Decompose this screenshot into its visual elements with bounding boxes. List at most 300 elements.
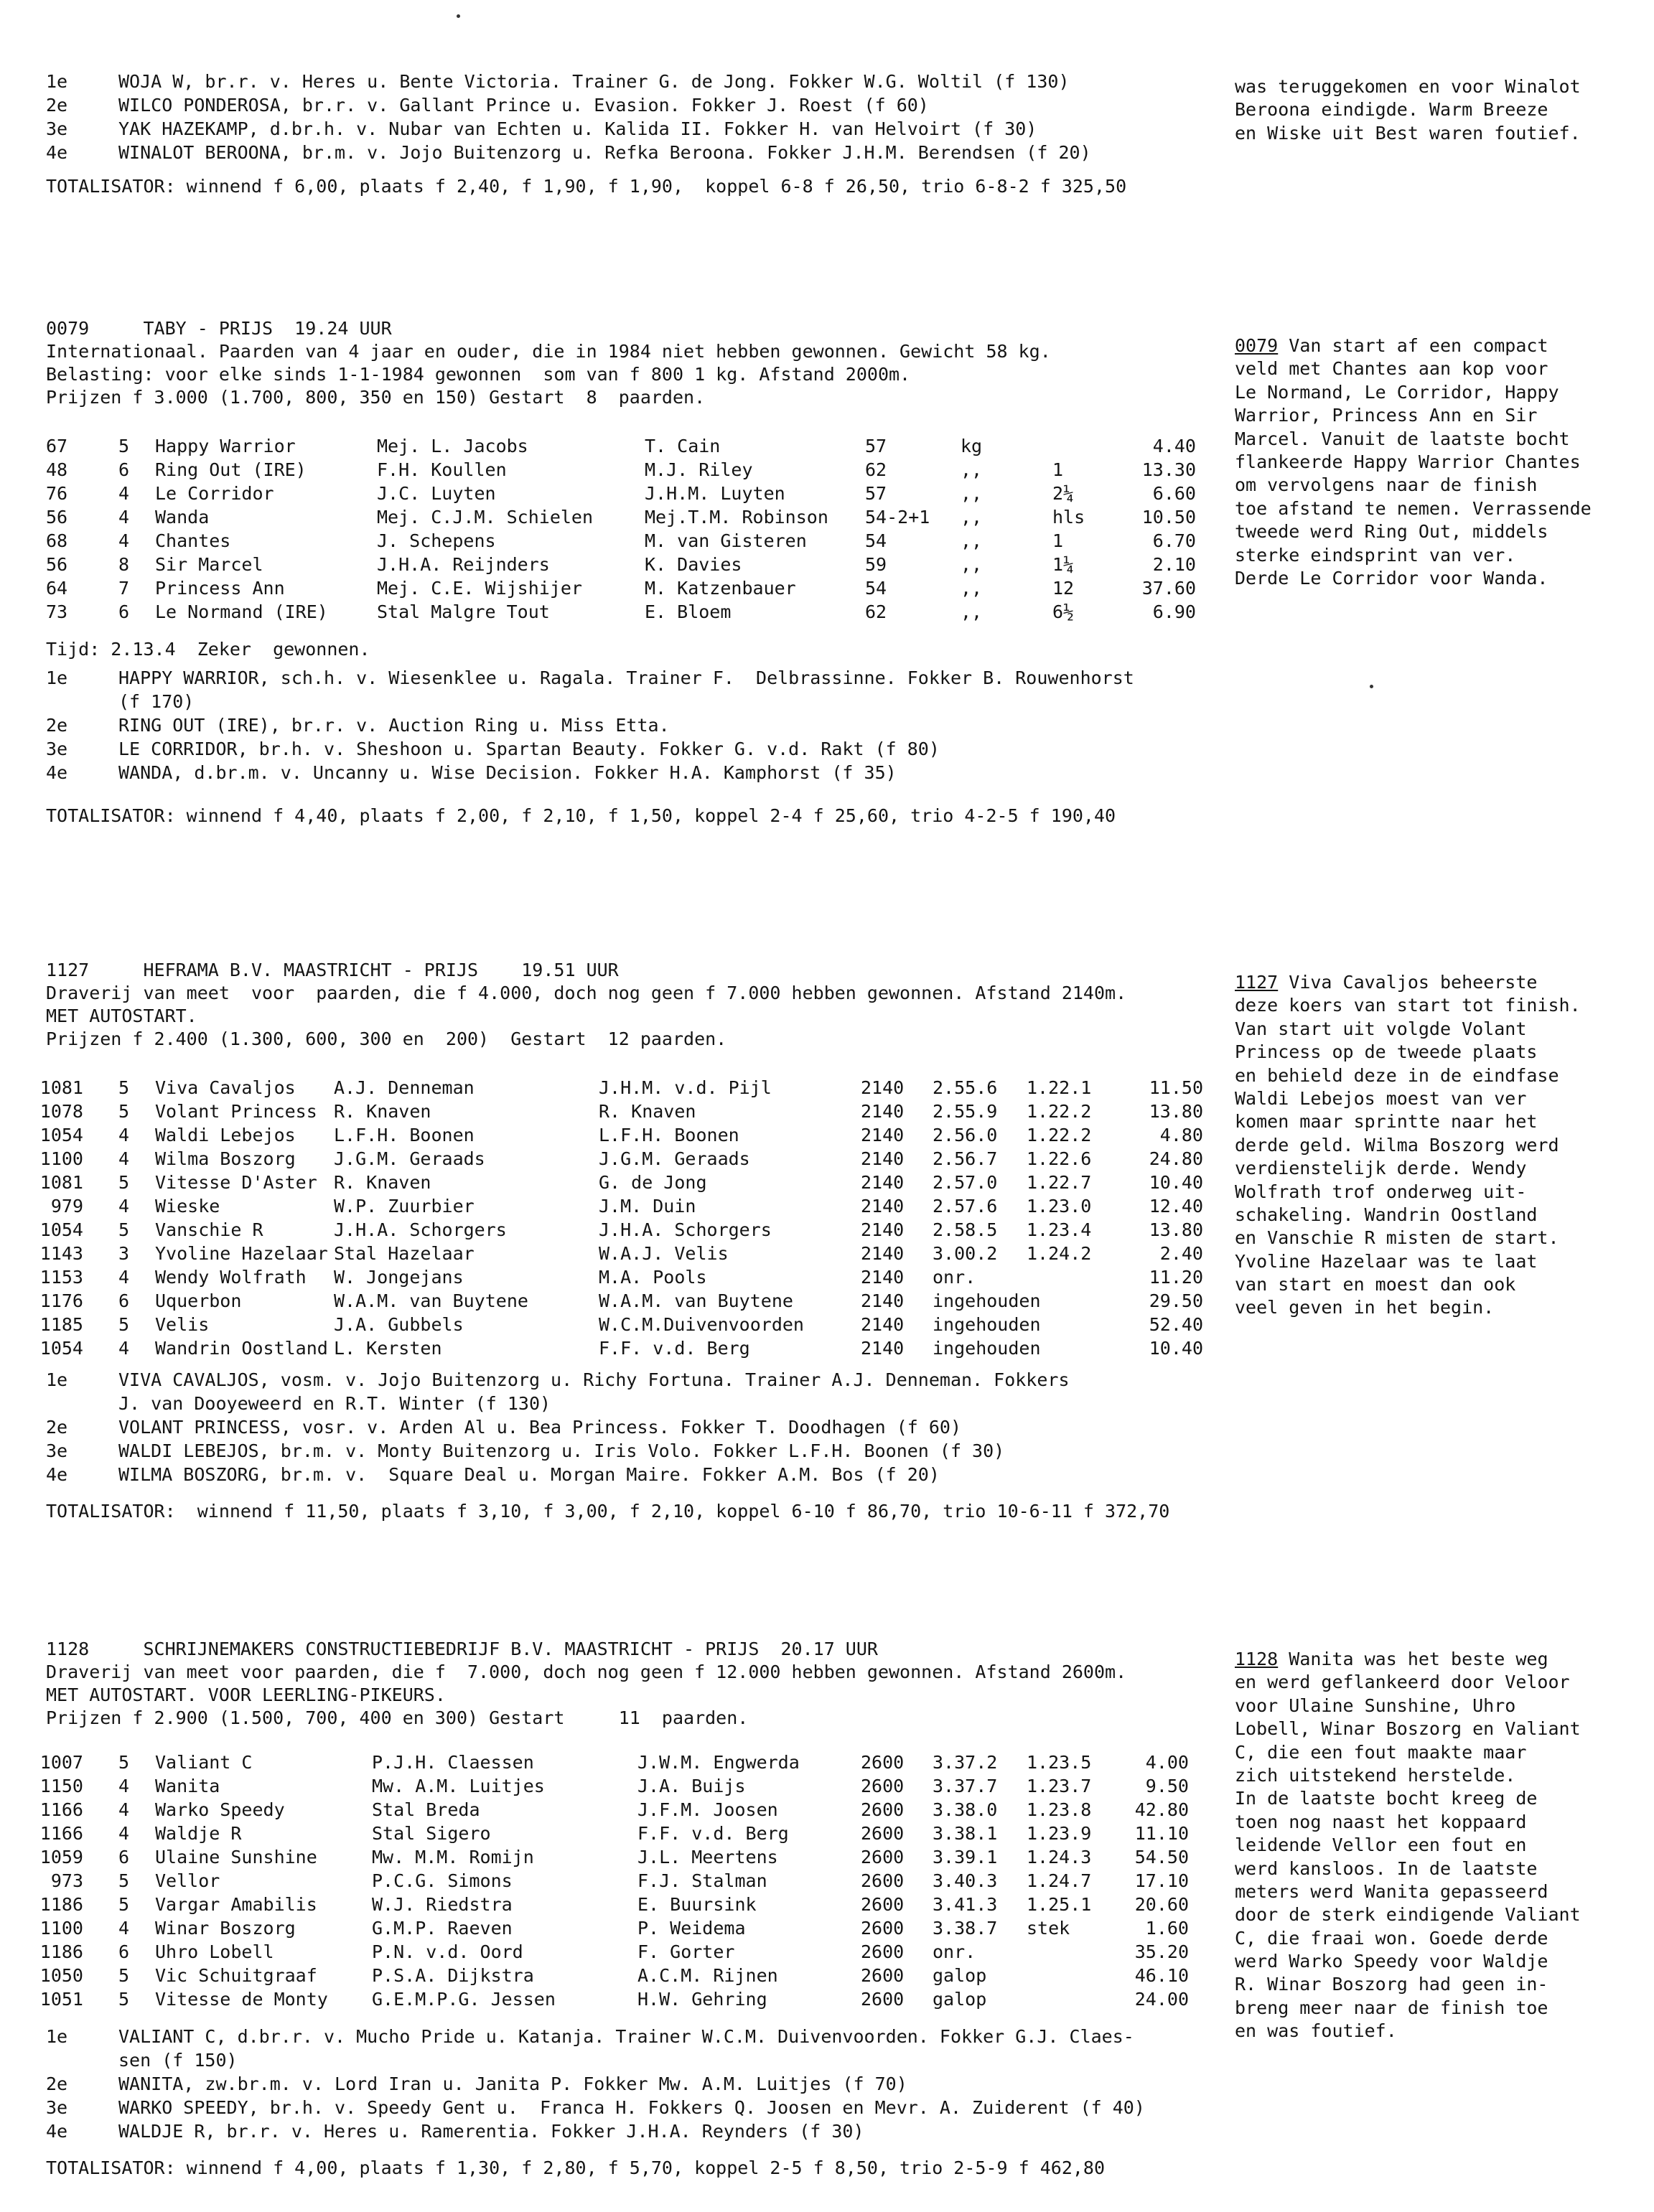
cell-driver: J.G.M. Geraads bbox=[599, 1148, 750, 1169]
race-prizes: Prijzen f 2.900 (1.500, 700, 400 en 300) Gestart 11 paarden. bbox=[46, 1707, 749, 1728]
cell-result-b: 1.23.4 bbox=[1027, 1219, 1092, 1240]
cell-result-a: 3.40.3 bbox=[933, 1870, 998, 1891]
commentary-text: deze koers van start tot finish. bbox=[1235, 995, 1581, 1016]
cell-driver: F.F. v.d. Berg bbox=[637, 1823, 789, 1844]
print-speck bbox=[457, 14, 460, 18]
race-prizes: Prijzen f 3.000 (1.700, 800, 350 en 150) Gestart 8 paarden. bbox=[46, 387, 706, 408]
cell-distance: 2600 bbox=[861, 1894, 905, 1915]
cell-odds: 1.60 bbox=[1145, 1918, 1189, 1939]
commentary-text: was teruggekomen en voor Winalot bbox=[1235, 76, 1581, 97]
cell-driver: M. van Gisteren bbox=[645, 530, 807, 551]
cell-distance: 2600 bbox=[861, 1918, 905, 1939]
placing-position: 3e bbox=[46, 739, 68, 759]
cell-start-number: 1166 bbox=[39, 1799, 83, 1820]
commentary-line bbox=[1235, 1204, 1622, 1227]
cell-distance: 62 bbox=[865, 601, 887, 622]
cell-horse-name: Vanschie R bbox=[155, 1219, 263, 1240]
cell-distance: 2600 bbox=[861, 1989, 905, 2010]
cell-odds: 24.80 bbox=[1149, 1148, 1203, 1169]
cell-owner: Stal Breda bbox=[372, 1799, 480, 1820]
placing-description: WOJA W, br.r. v. Heres u. Bente Victoria. Trainer G. de Jong. Fokker W.G. Woltil (f 130) bbox=[118, 71, 1070, 92]
placing-position: 2e bbox=[46, 95, 68, 116]
commentary-line bbox=[1235, 1764, 1622, 1787]
cell-result-b: 1.23.9 bbox=[1027, 1823, 1092, 1844]
cell-result-a: ,, bbox=[961, 578, 983, 599]
cell-start-number: 1176 bbox=[39, 1290, 83, 1311]
cell-start-number: 1166 bbox=[39, 1823, 83, 1844]
cell-driver: M.A. Pools bbox=[599, 1267, 707, 1288]
cell-result-b: 1.23.7 bbox=[1027, 1776, 1092, 1796]
cell-result-a: 2.57.6 bbox=[933, 1196, 998, 1217]
race-number-ref: 1128 bbox=[1235, 1649, 1279, 1669]
cell-start-number: 56 bbox=[46, 507, 68, 528]
cell-driver: J.M. Duin bbox=[599, 1196, 696, 1217]
placing-description: J. van Dooyeweerd en R.T. Winter (f 130) bbox=[118, 1393, 551, 1414]
cell-start-number: 1081 bbox=[39, 1077, 83, 1098]
placing-description: WILMA BOSZORG, br.m. v. Square Deal u. Morgan Maire. Fokker A.M. Bos (f 20) bbox=[118, 1464, 940, 1485]
commentary-text: verdienstelijk derde. Wendy bbox=[1235, 1158, 1527, 1179]
commentary-line bbox=[1235, 1671, 1622, 1694]
race-number-ref: 0079 bbox=[1235, 335, 1279, 356]
cell-owner: R. Knaven bbox=[334, 1101, 431, 1122]
cell-driver: J.H.A. Schorgers bbox=[599, 1219, 772, 1240]
cell-owner: P.S.A. Dijkstra bbox=[372, 1965, 534, 1986]
cell-odds: 29.50 bbox=[1149, 1290, 1203, 1311]
cell-driver: G. de Jong bbox=[599, 1172, 707, 1193]
commentary-text: Van start uit volgde Volant bbox=[1235, 1018, 1527, 1039]
cell-owner: G.M.P. Raeven bbox=[372, 1918, 513, 1939]
cell-start-number: 973 bbox=[50, 1870, 83, 1891]
commentary-line bbox=[1235, 357, 1622, 380]
commentary-text: Van start af een compact bbox=[1278, 335, 1548, 356]
commentary bbox=[1235, 75, 1622, 145]
cell-horse-name: Warko Speedy bbox=[155, 1799, 285, 1820]
cell-age: 5 bbox=[118, 1314, 130, 1335]
cell-odds: 11.50 bbox=[1149, 1077, 1203, 1098]
cell-odds: 24.00 bbox=[1134, 1989, 1189, 2010]
commentary-line bbox=[1235, 1950, 1622, 1973]
cell-result-a: 2.58.5 bbox=[933, 1219, 998, 1240]
cell-horse-name: Viva Cavaljos bbox=[155, 1077, 296, 1098]
cell-horse-name: Wieske bbox=[155, 1196, 220, 1217]
cell-horse-name: Vitesse de Monty bbox=[155, 1989, 328, 2010]
commentary-line bbox=[1235, 1064, 1622, 1087]
commentary-line bbox=[1235, 1296, 1622, 1319]
cell-horse-name: Ulaine Sunshine bbox=[155, 1847, 317, 1867]
cell-start-number: 1059 bbox=[39, 1847, 83, 1867]
race-conditions: Draverij van meet voor paarden, die f 4.000, doch nog geen f 7.000 hebben gewonnen. Afstand 2140m. bbox=[46, 983, 1127, 1003]
commentary-line bbox=[1235, 1903, 1622, 1926]
placing-description: VIVA CAVALJOS, vosm. v. Jojo Buitenzorg u. Richy Fortuna. Trainer A.J. Denneman. Fokkers bbox=[118, 1369, 1070, 1390]
commentary-line bbox=[1235, 1927, 1622, 1950]
cell-start-number: 1054 bbox=[39, 1338, 83, 1359]
cell-result-a: ,, bbox=[961, 483, 983, 504]
cell-distance: 2140 bbox=[861, 1196, 905, 1217]
cell-owner: Mej. C.E. Wijshijer bbox=[377, 578, 582, 599]
cell-horse-name: Vellor bbox=[155, 1870, 220, 1891]
cell-horse-name: Vic Schuitgraaf bbox=[155, 1965, 317, 1986]
cell-age: 6 bbox=[118, 1847, 130, 1867]
commentary-line bbox=[1235, 1880, 1622, 1903]
cell-driver: R. Knaven bbox=[599, 1101, 696, 1122]
cell-age: 6 bbox=[118, 1290, 130, 1311]
cell-odds: 13.30 bbox=[1141, 459, 1196, 480]
cell-start-number: 67 bbox=[46, 436, 68, 456]
cell-distance: 57 bbox=[865, 436, 887, 456]
cell-age: 6 bbox=[118, 1941, 130, 1962]
cell-horse-name: Uquerbon bbox=[155, 1290, 242, 1311]
cell-start-number: 1143 bbox=[39, 1243, 83, 1264]
cell-odds: 13.80 bbox=[1149, 1219, 1203, 1240]
cell-result-a: galop bbox=[933, 1989, 987, 2010]
cell-owner: Mw. M.M. Romijn bbox=[372, 1847, 534, 1867]
cell-odds: 4.80 bbox=[1159, 1125, 1203, 1145]
cell-start-number: 1054 bbox=[39, 1125, 83, 1145]
cell-horse-name: Waldi Lebejos bbox=[155, 1125, 296, 1145]
cell-age: 5 bbox=[118, 436, 130, 456]
cell-result-a: 2.56.7 bbox=[933, 1148, 998, 1169]
cell-distance: 2600 bbox=[861, 1752, 905, 1773]
print-speck bbox=[1370, 685, 1373, 688]
cell-result-b: 1.25.1 bbox=[1027, 1894, 1092, 1915]
cell-driver: Mej.T.M. Robinson bbox=[645, 507, 828, 528]
cell-driver: J.H.M. Luyten bbox=[645, 483, 785, 504]
cell-owner: Stal Malgre Tout bbox=[377, 601, 550, 622]
commentary-text: Yvoline Hazelaar was te laat bbox=[1235, 1250, 1538, 1272]
cell-age: 4 bbox=[118, 1776, 130, 1796]
commentary-text: C, die een fout maakte maar bbox=[1235, 1741, 1527, 1763]
cell-result-b: 1 bbox=[1052, 459, 1064, 480]
cell-start-number: 1078 bbox=[39, 1101, 83, 1122]
race-title: 1128 SCHRIJNEMAKERS CONSTRUCTIEBEDRIJF B.V. MAASTRICHT - PRIJS 20.17 UUR bbox=[46, 1639, 878, 1659]
cell-result-a: 2.55.9 bbox=[933, 1101, 998, 1122]
cell-driver: E. Buursink bbox=[637, 1894, 757, 1915]
cell-result-b: 1 bbox=[1052, 530, 1064, 551]
cell-result-b: 1.22.2 bbox=[1027, 1125, 1092, 1145]
cell-result-a: ingehouden bbox=[933, 1338, 1041, 1359]
commentary-line bbox=[1235, 1110, 1622, 1133]
commentary-text: R. Winar Boszorg had geen in- bbox=[1235, 1974, 1548, 1995]
cell-result-a: 3.38.7 bbox=[933, 1918, 998, 1939]
cell-distance: 54 bbox=[865, 578, 887, 599]
placing-description: WANDA, d.br.m. v. Uncanny u. Wise Decision. Fokker H.A. Kamphorst (f 35) bbox=[118, 762, 897, 783]
cell-horse-name: Yvoline Hazelaar bbox=[155, 1243, 328, 1264]
placing-description: VALIANT C, d.br.r. v. Mucho Pride u. Katanja. Trainer W.C.M. Duivenvoorden. Fokker G.J. Claes- bbox=[118, 2026, 1134, 2047]
cell-odds: 6.90 bbox=[1152, 601, 1196, 622]
commentary-line bbox=[1235, 544, 1622, 567]
cell-owner: J.C. Luyten bbox=[377, 483, 496, 504]
commentary-text: tweede werd Ring Out, middels bbox=[1235, 521, 1548, 543]
cell-result-a: ,, bbox=[961, 601, 983, 622]
cell-result-b: 1.22.6 bbox=[1027, 1148, 1092, 1169]
commentary-text: voor Ulaine Sunshine, Uhro bbox=[1235, 1695, 1516, 1716]
cell-odds: 52.40 bbox=[1149, 1314, 1203, 1335]
cell-horse-name: Wandrin Oostland bbox=[155, 1338, 328, 1359]
cell-horse-name: Winar Boszorg bbox=[155, 1918, 296, 1939]
placing-description: HAPPY WARRIOR, sch.h. v. Wiesenklee u. Ragala. Trainer F. Delbrassinne. Fokker B. Rouwenhorst bbox=[118, 667, 1134, 688]
cell-start-number: 1051 bbox=[39, 1989, 83, 2010]
cell-distance: 2600 bbox=[861, 1799, 905, 1820]
commentary bbox=[1235, 971, 1622, 1320]
cell-start-number: 1186 bbox=[39, 1941, 83, 1962]
commentary-line bbox=[1235, 1741, 1622, 1764]
commentary-line bbox=[1235, 1250, 1622, 1273]
cell-result-b: 1.24.7 bbox=[1027, 1870, 1092, 1891]
commentary-line bbox=[1235, 451, 1622, 474]
cell-start-number: 64 bbox=[46, 578, 68, 599]
cell-result-b: stek bbox=[1027, 1918, 1070, 1939]
commentary-text: en werd geflankeerd door Veloor bbox=[1235, 1672, 1570, 1693]
cell-owner: L.F.H. Boonen bbox=[334, 1125, 475, 1145]
cell-result-a: 3.37.2 bbox=[933, 1752, 998, 1773]
placing-description: WALDJE R, br.r. v. Heres u. Ramerentia. Fokker J.H.A. Reynders (f 30) bbox=[118, 2121, 864, 2142]
cell-owner: G.E.M.P.G. Jessen bbox=[372, 1989, 556, 2010]
totalisator: TOTALISATOR: winnend f 4,00, plaats f 1,30, f 2,80, f 5,70, koppel 2-5 f 8,50, trio 2-5-9 f 462,80 bbox=[46, 2157, 1106, 2178]
commentary-line bbox=[1235, 474, 1622, 497]
placing-description: RING OUT (IRE), br.r. v. Auction Ring u. Miss Etta. bbox=[118, 715, 670, 736]
placing-position: 2e bbox=[46, 715, 68, 736]
commentary-line bbox=[1235, 98, 1622, 121]
cell-result-b: 1.24.2 bbox=[1027, 1243, 1092, 1264]
cell-horse-name: Le Normand (IRE) bbox=[155, 601, 328, 622]
cell-horse-name: Wilma Boszorg bbox=[155, 1148, 296, 1169]
cell-owner: J.A. Gubbels bbox=[334, 1314, 464, 1335]
cell-age: 5 bbox=[118, 1172, 130, 1193]
cell-start-number: 1150 bbox=[39, 1776, 83, 1796]
cell-distance: 57 bbox=[865, 483, 887, 504]
commentary-line bbox=[1235, 1997, 1622, 2020]
cell-result-b: 1.23.8 bbox=[1027, 1799, 1092, 1820]
cell-horse-name: Vitesse D'Aster bbox=[155, 1172, 317, 1193]
cell-distance: 2140 bbox=[861, 1101, 905, 1122]
cell-start-number: 48 bbox=[46, 459, 68, 480]
cell-driver: A.C.M. Rijnen bbox=[637, 1965, 778, 1986]
commentary-line bbox=[1235, 1181, 1622, 1204]
commentary-text: sterke eindsprint van ver. bbox=[1235, 544, 1516, 566]
commentary-line bbox=[1235, 1227, 1622, 1250]
cell-result-b: 6½ bbox=[1052, 601, 1075, 622]
placing-position: 4e bbox=[46, 142, 68, 163]
cell-distance: 2140 bbox=[861, 1267, 905, 1288]
cell-odds: 46.10 bbox=[1134, 1965, 1189, 1986]
cell-start-number: 1185 bbox=[39, 1314, 83, 1335]
cell-result-b: 1.24.3 bbox=[1027, 1847, 1092, 1867]
commentary-text: veel geven in het begin. bbox=[1235, 1297, 1495, 1318]
cell-age: 6 bbox=[118, 601, 130, 622]
cell-age: 4 bbox=[118, 483, 130, 504]
cell-odds: 6.70 bbox=[1152, 530, 1196, 551]
cell-result-a: 2.55.6 bbox=[933, 1077, 998, 1098]
commentary-text: komen maar sprintte naar het bbox=[1235, 1111, 1538, 1133]
placing-position: 1e bbox=[46, 71, 68, 92]
commentary-line bbox=[1235, 1018, 1622, 1041]
commentary-text: Warrior, Princess Ann en Sir bbox=[1235, 405, 1538, 426]
cell-owner: J.H.A. Schorgers bbox=[334, 1219, 507, 1240]
placing-description: WINALOT BEROONA, br.m. v. Jojo Buitenzorg u. Refka Beroona. Fokker J.H.M. Berendsen (f 20) bbox=[118, 142, 1091, 163]
cell-result-a: ,, bbox=[961, 459, 983, 480]
placing-position: 4e bbox=[46, 762, 68, 783]
cell-age: 5 bbox=[118, 1101, 130, 1122]
commentary-line bbox=[1235, 1041, 1622, 1064]
cell-odds: 20.60 bbox=[1134, 1894, 1189, 1915]
cell-owner: J.H.A. Reijnders bbox=[377, 554, 550, 575]
cell-owner: P.J.H. Claessen bbox=[372, 1752, 534, 1773]
cell-owner: W. Jongejans bbox=[334, 1267, 464, 1288]
race-title: 0079 TABY - PRIJS 19.24 UUR bbox=[46, 318, 392, 339]
cell-age: 5 bbox=[118, 1870, 130, 1891]
commentary-text: C, die fraai won. Goede derde bbox=[1235, 1927, 1548, 1949]
cell-distance: 2140 bbox=[861, 1148, 905, 1169]
race-conditions: MET AUTOSTART. VOOR LEERLING-PIKEURS. bbox=[46, 1684, 446, 1705]
cell-start-number: 56 bbox=[46, 554, 68, 575]
cell-distance: 54 bbox=[865, 530, 887, 551]
cell-result-b: 12 bbox=[1052, 578, 1075, 599]
placing-description: YAK HAZEKAMP, d.br.h. v. Nubar van Echten u. Kalida II. Fokker H. van Helvoirt (f 30) bbox=[118, 118, 1037, 139]
commentary-line bbox=[1235, 1134, 1622, 1157]
placing-position: 1e bbox=[46, 2026, 68, 2047]
cell-age: 5 bbox=[118, 1752, 130, 1773]
cell-driver: T. Cain bbox=[645, 436, 721, 456]
cell-start-number: 1050 bbox=[39, 1965, 83, 1986]
cell-result-b: hls bbox=[1052, 507, 1085, 528]
cell-age: 4 bbox=[118, 1918, 130, 1939]
cell-owner: Mej. C.J.M. Schielen bbox=[377, 507, 594, 528]
placing-description: VOLANT PRINCESS, vosr. v. Arden Al u. Bea Princess. Fokker T. Doodhagen (f 60) bbox=[118, 1417, 961, 1438]
cell-start-number: 68 bbox=[46, 530, 68, 551]
cell-horse-name: Velis bbox=[155, 1314, 210, 1335]
commentary-line bbox=[1235, 1787, 1622, 1810]
cell-owner: Mw. A.M. Luitjes bbox=[372, 1776, 545, 1796]
commentary-text: Beroona eindigde. Warm Breeze bbox=[1235, 99, 1548, 121]
cell-result-a: 3.37.7 bbox=[933, 1776, 998, 1796]
cell-driver: W.A.M. van Buytene bbox=[599, 1290, 793, 1311]
race-conditions: Belasting: voor elke sinds 1-1-1984 gewonnen som van f 800 1 kg. Afstand 2000m. bbox=[46, 364, 911, 385]
cell-start-number: 1153 bbox=[39, 1267, 83, 1288]
cell-driver: J.H.M. v.d. Pijl bbox=[599, 1077, 772, 1098]
cell-driver: J.A. Buijs bbox=[637, 1776, 746, 1796]
commentary-text: werd kansloos. In de laatste bbox=[1235, 1857, 1538, 1879]
cell-distance: 59 bbox=[865, 554, 887, 575]
race-prizes: Prijzen f 2.400 (1.300, 600, 300 en 200) Gestart 12 paarden. bbox=[46, 1028, 727, 1049]
cell-result-a: onr. bbox=[933, 1267, 976, 1288]
cell-result-b: 1¼ bbox=[1052, 554, 1075, 575]
cell-start-number: 1054 bbox=[39, 1219, 83, 1240]
cell-start-number: 1100 bbox=[39, 1148, 83, 1169]
cell-odds: 9.50 bbox=[1145, 1776, 1189, 1796]
cell-result-b: 1.23.0 bbox=[1027, 1196, 1092, 1217]
cell-result-a: galop bbox=[933, 1965, 987, 1986]
commentary-text: Wanita was het beste weg bbox=[1278, 1649, 1548, 1669]
cell-driver: M. Katzenbauer bbox=[645, 578, 796, 599]
cell-horse-name: Uhro Lobell bbox=[155, 1941, 274, 1962]
cell-owner: P.C.G. Simons bbox=[372, 1870, 513, 1891]
cell-odds: 37.60 bbox=[1141, 578, 1196, 599]
commentary-text: door de sterk eindigende Valiant bbox=[1235, 1904, 1581, 1926]
cell-owner: A.J. Denneman bbox=[334, 1077, 475, 1098]
cell-start-number: 1007 bbox=[39, 1752, 83, 1773]
cell-horse-name: Sir Marcel bbox=[155, 554, 263, 575]
cell-driver: E. Bloem bbox=[645, 601, 732, 622]
cell-result-a: ,, bbox=[961, 507, 983, 528]
cell-horse-name: Happy Warrior bbox=[155, 436, 296, 456]
placing-position: 3e bbox=[46, 118, 68, 139]
cell-result-a: 2.56.0 bbox=[933, 1125, 998, 1145]
cell-driver: J.W.M. Engwerda bbox=[637, 1752, 800, 1773]
cell-age: 4 bbox=[118, 1267, 130, 1288]
cell-driver: J.L. Meertens bbox=[637, 1847, 778, 1867]
cell-age: 4 bbox=[118, 507, 130, 528]
commentary-line bbox=[1235, 122, 1622, 145]
cell-result-a: 3.38.1 bbox=[933, 1823, 998, 1844]
cell-owner: Stal Hazelaar bbox=[334, 1243, 475, 1264]
placing-description: sen (f 150) bbox=[118, 2050, 238, 2071]
commentary-text: om vervolgens naar de finish bbox=[1235, 474, 1538, 496]
cell-odds: 2.40 bbox=[1159, 1243, 1203, 1264]
cell-age: 4 bbox=[118, 1196, 130, 1217]
cell-result-a: ,, bbox=[961, 530, 983, 551]
cell-result-a: onr. bbox=[933, 1941, 976, 1962]
cell-driver: K. Davies bbox=[645, 554, 742, 575]
cell-owner: Mej. L. Jacobs bbox=[377, 436, 528, 456]
cell-age: 4 bbox=[118, 1125, 130, 1145]
cell-result-a: 3.41.3 bbox=[933, 1894, 998, 1915]
totalisator: TOTALISATOR: winnend f 11,50, plaats f 3,10, f 3,00, f 2,10, koppel 6-10 f 86,70, trio 10-6-11 f 372,70 bbox=[46, 1501, 1170, 1522]
cell-horse-name: Wendy Wolfrath bbox=[155, 1267, 307, 1288]
cell-driver: W.C.M.Duivenvoorden bbox=[599, 1314, 804, 1335]
cell-distance: 2140 bbox=[861, 1219, 905, 1240]
cell-owner: J.G.M. Geraads bbox=[334, 1148, 485, 1169]
cell-result-a: kg bbox=[961, 436, 983, 456]
commentary-text: schakeling. Wandrin Oostland bbox=[1235, 1204, 1538, 1225]
cell-distance: 62 bbox=[865, 459, 887, 480]
cell-age: 5 bbox=[118, 1077, 130, 1098]
commentary-text: van start en moest dan ook bbox=[1235, 1274, 1516, 1295]
cell-driver: L.F.H. Boonen bbox=[599, 1125, 739, 1145]
cell-result-a: 3.00.2 bbox=[933, 1243, 998, 1264]
cell-odds: 11.20 bbox=[1149, 1267, 1203, 1288]
commentary-text: en Vanschie R misten de start. bbox=[1235, 1227, 1559, 1249]
cell-result-b: 2¼ bbox=[1052, 483, 1075, 504]
commentary-line bbox=[1235, 334, 1622, 357]
cell-odds: 4.40 bbox=[1152, 436, 1196, 456]
race-time: Tijd: 2.13.4 Zeker gewonnen. bbox=[46, 639, 370, 660]
cell-age: 7 bbox=[118, 578, 130, 599]
commentary-line bbox=[1235, 1648, 1622, 1671]
commentary-text: Princess op de tweede plaats bbox=[1235, 1041, 1538, 1063]
cell-driver: M.J. Riley bbox=[645, 459, 753, 480]
commentary-text: zich uitstekend herstelde. bbox=[1235, 1764, 1516, 1786]
cell-owner: R. Knaven bbox=[334, 1172, 431, 1193]
cell-horse-name: Vargar Amabilis bbox=[155, 1894, 317, 1915]
cell-owner: P.N. v.d. Oord bbox=[372, 1941, 523, 1962]
commentary-text: Marcel. Vanuit de laatste bocht bbox=[1235, 428, 1570, 449]
race-title: 1127 HEFRAMA B.V. MAASTRICHT - PRIJS 19.51 UUR bbox=[46, 960, 619, 980]
cell-owner: W.A.M. van Buytene bbox=[334, 1290, 528, 1311]
cell-horse-name: Chantes bbox=[155, 530, 231, 551]
totalisator: TOTALISATOR: winnend f 6,00, plaats f 2,40, f 1,90, f 1,90, koppel 6-8 f 26,50, trio 6-8-2 f 325,50 bbox=[46, 176, 1127, 197]
commentary-line bbox=[1235, 1811, 1622, 1834]
commentary-line bbox=[1235, 1973, 1622, 1996]
cell-age: 4 bbox=[118, 1799, 130, 1820]
commentary-text: toe afstand te nemen. Verrassende bbox=[1235, 497, 1592, 519]
cell-age: 5 bbox=[118, 1219, 130, 1240]
race-conditions: Draverij van meet voor paarden, die f 7.000, doch nog geen f 12.000 hebben gewonnen. Afstand 2600m. bbox=[46, 1662, 1127, 1682]
commentary-line bbox=[1235, 75, 1622, 98]
cell-odds: 6.60 bbox=[1152, 483, 1196, 504]
cell-horse-name: Princess Ann bbox=[155, 578, 285, 599]
cell-distance: 2140 bbox=[861, 1338, 905, 1359]
commentary-line bbox=[1235, 1857, 1622, 1880]
